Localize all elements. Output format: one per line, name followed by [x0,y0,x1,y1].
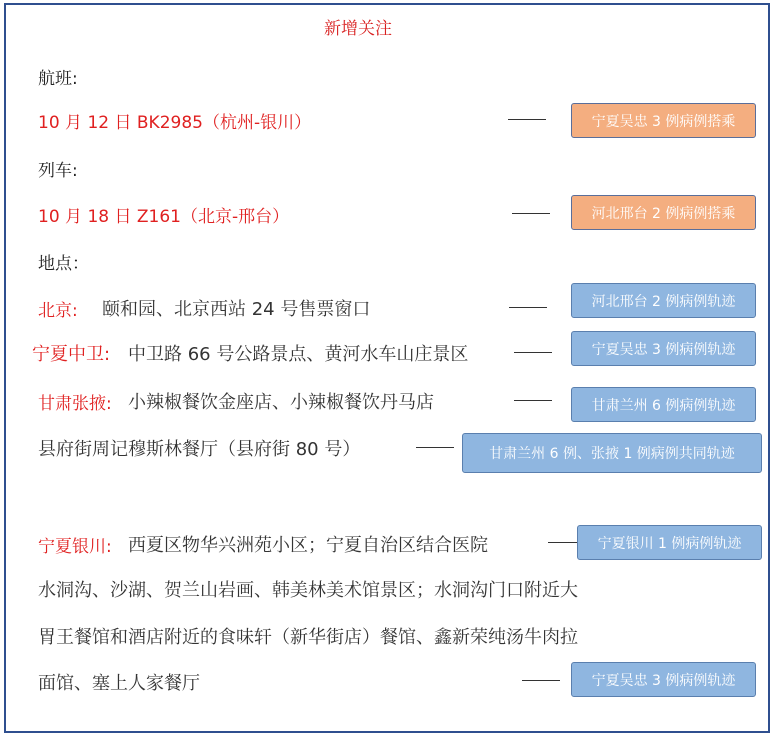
connector-line [514,352,552,353]
yinchuan-line-3: 胃王餐馆和酒店附近的食味轩（新华街店）餐馆、鑫新荣纯汤牛肉拉 [38,627,578,648]
connector-line [514,400,552,401]
zhangye-text: 小辣椒餐饮金座店、小辣椒餐饮丹马店 [128,392,434,413]
connector-line [512,213,550,214]
zhangye-tag: 甘肃兰州 6 例病例轨迹 [571,387,756,422]
page-title: 新增关注 [324,19,392,39]
train-item: 10 月 18 日 Z161（北京-邢台） [38,207,290,227]
yinchuan-label: 宁夏银川: [38,537,112,557]
yinchuan-text: 西夏区物华兴洲苑小区；宁夏自治区结合医院 [128,535,488,556]
zhongwei-text: 中卫路 66 号公路景点、黄河水车山庄景区 [128,344,469,365]
connector-line [509,307,547,308]
zhongwei-label: 宁夏中卫: [32,344,111,365]
yinchuan-line-2: 水洞沟、沙湖、贺兰山岩画、韩美林美术馆景区；水洞沟门口附近大 [38,580,578,601]
beijing-text: 颐和园、北京西站 24 号售票窗口 [102,299,371,320]
zhangye-label: 甘肃张掖: [38,394,112,414]
zhangye-tag-2: 甘肃兰州 6 例、张掖 1 例病例共同轨迹 [462,433,762,473]
places-heading: 地点： [38,254,89,274]
flights-heading: 航班: [38,69,78,89]
flight-tag: 宁夏吴忠 3 例病例搭乘 [571,103,756,138]
yinchuan-line-4: 面馆、塞上人家餐厅 [38,673,200,694]
zhongwei-tag: 宁夏吴忠 3 例病例轨迹 [571,331,756,366]
zhangye-text-2: 县府街周记穆斯林餐厅（县府街 80 号） [38,439,361,460]
trains-heading: 列车: [38,161,78,181]
yinchuan-tag-2: 宁夏吴忠 3 例病例轨迹 [571,662,756,697]
beijing-tag: 河北邢台 2 例病例轨迹 [571,283,756,318]
connector-line [548,542,578,543]
flight-item: 10 月 12 日 BK2985（杭州-银川） [38,113,312,133]
beijing-label: 北京: [38,301,78,321]
connector-line [508,119,546,120]
connector-line [522,680,560,681]
connector-line [416,447,454,448]
train-tag: 河北邢台 2 例病例搭乘 [571,195,756,230]
yinchuan-tag: 宁夏银川 1 例病例轨迹 [577,525,762,560]
